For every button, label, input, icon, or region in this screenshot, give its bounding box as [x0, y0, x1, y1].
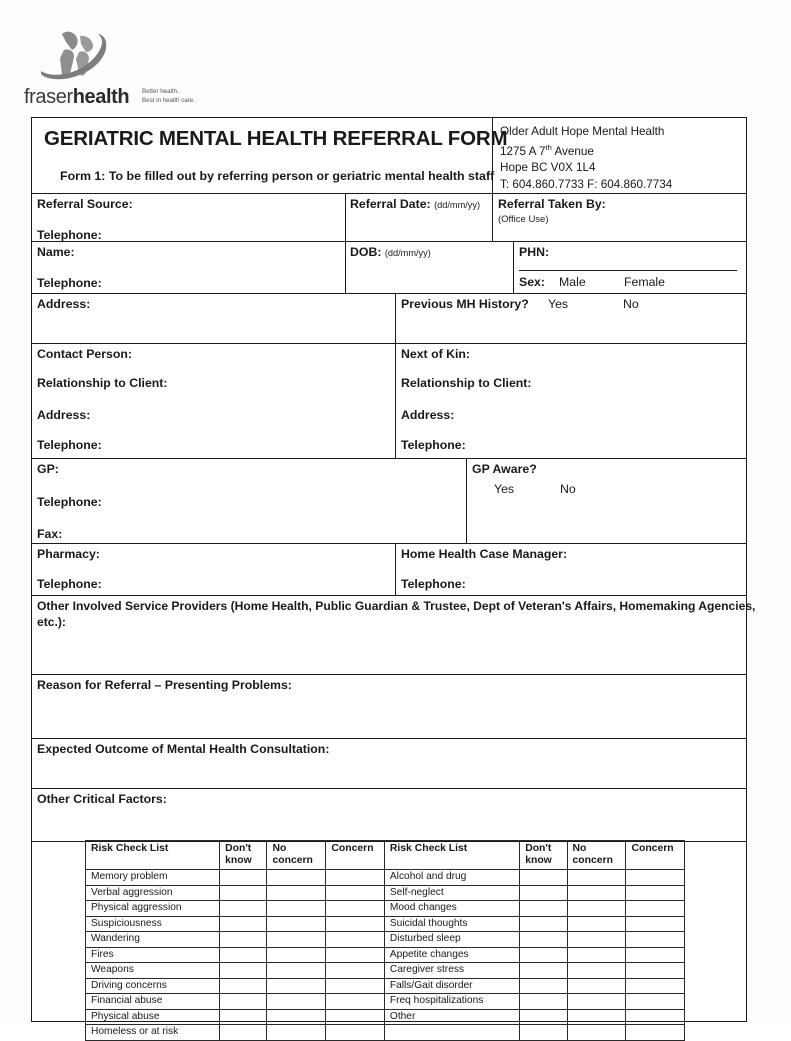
- checkbox-cell-dont-know-right[interactable]: [520, 916, 567, 932]
- risk-item-label-left: Homeless or at risk: [86, 1025, 220, 1041]
- divider-phn: [513, 241, 514, 293]
- divider-row-gp: [32, 543, 746, 544]
- header-concern-left: Concern: [326, 841, 384, 870]
- label-dob: [350, 245, 431, 259]
- clinic-street-pre: 1275 A 7: [500, 144, 546, 158]
- header-dont-know-left: [220, 841, 267, 870]
- label-dob-text: DOB:: [350, 245, 382, 259]
- referral-form: [31, 117, 756, 1038]
- clinic-city: Hope BC V0X 1L4: [500, 161, 596, 174]
- label-referral-source: Referral Source:: [37, 197, 133, 211]
- divider-row-reason: [32, 738, 746, 739]
- checkbox-cell-dont-know-right[interactable]: [520, 932, 567, 948]
- phn-underline: [519, 270, 737, 271]
- header-risk-check-list-right: Risk Check List: [384, 841, 519, 870]
- checkbox-cell-no-concern-right[interactable]: [567, 1025, 626, 1041]
- checkbox-cell-concern-left[interactable]: [326, 870, 384, 886]
- checkbox-cell-no-concern-right[interactable]: [567, 994, 626, 1010]
- risk-item-label-right: Other: [384, 1009, 519, 1025]
- option-gp-aware-no[interactable]: No: [560, 482, 576, 496]
- label-gp-aware: GP Aware?: [472, 462, 537, 476]
- checkbox-cell-dont-know-right[interactable]: [520, 1009, 567, 1025]
- header-no-concern-right-l2: concern: [572, 854, 613, 866]
- checkbox-cell-concern-right[interactable]: [626, 947, 685, 963]
- checkbox-cell-concern-left[interactable]: [326, 947, 384, 963]
- clinic-street-post: Avenue: [551, 144, 594, 158]
- checkbox-cell-no-concern-left[interactable]: [267, 901, 326, 917]
- header-no-concern-right-l1: No: [572, 843, 587, 854]
- checkbox-cell-no-concern-left[interactable]: [267, 1009, 326, 1025]
- risk-item-label-right: Appetite changes: [384, 947, 519, 963]
- label-kin-relationship: Relationship to Client:: [401, 376, 532, 390]
- checkbox-cell-concern-left[interactable]: [326, 963, 384, 979]
- checkbox-cell-concern-left[interactable]: [326, 916, 384, 932]
- risk-item-label-right: [384, 1025, 519, 1041]
- table-row: [86, 1025, 685, 1041]
- divider-contact-kin: [395, 343, 396, 458]
- checkbox-cell-no-concern-right[interactable]: [567, 870, 626, 886]
- table-row: [86, 963, 685, 979]
- risk-item-label-right: Caregiver stress: [384, 963, 519, 979]
- divider-header: [492, 118, 493, 193]
- checkbox-cell-concern-right[interactable]: [626, 1009, 685, 1025]
- divider-row-name: [32, 293, 746, 294]
- checkbox-cell-dont-know-right[interactable]: [520, 963, 567, 979]
- header-no-concern-left-l1: No: [272, 843, 287, 854]
- fraser-health-logo: [24, 28, 324, 114]
- clinic-name: Older Adult Hope Mental Health: [500, 125, 665, 138]
- checkbox-cell-concern-right[interactable]: [626, 978, 685, 994]
- header-no-concern-left: [267, 841, 326, 870]
- checkbox-cell-concern-right[interactable]: [626, 932, 685, 948]
- risk-item-label-left: Suspiciousness: [86, 916, 220, 932]
- risk-item-label-right: Disturbed sleep: [384, 932, 519, 948]
- divider-row-contact: [32, 458, 746, 459]
- divider-row-address: [32, 343, 746, 344]
- label-home-health-case-manager: Home Health Case Manager:: [401, 547, 568, 561]
- header-dont-know-right: [520, 841, 567, 870]
- logo-wordmark: [24, 86, 129, 109]
- header-no-concern-left-l2: concern: [272, 854, 313, 866]
- label-name-telephone: Telephone:: [37, 276, 102, 290]
- table-row: [86, 901, 685, 917]
- logo-tagline-line1: Better health.: [142, 88, 179, 95]
- label-kin-address: Address:: [401, 408, 455, 422]
- checkbox-cell-no-concern-right[interactable]: [567, 947, 626, 963]
- checkbox-cell-no-concern-left[interactable]: [267, 994, 326, 1010]
- checkbox-cell-concern-left[interactable]: [326, 901, 384, 917]
- label-referral-date: [350, 197, 480, 211]
- risk-item-label-right: Mood changes: [384, 901, 519, 917]
- risk-item-label-right: Self-neglect: [384, 885, 519, 901]
- table-row: [86, 994, 685, 1010]
- checkbox-cell-no-concern-right[interactable]: [567, 885, 626, 901]
- checkbox-cell-no-concern-left[interactable]: [267, 916, 326, 932]
- clinic-phone: T: 604.860.7733 F: 604.860.7734: [500, 178, 673, 191]
- checkbox-cell-concern-left[interactable]: [326, 1025, 384, 1041]
- checkbox-cell-no-concern-left[interactable]: [267, 932, 326, 948]
- table-row: [86, 870, 685, 886]
- checkbox-cell-dont-know-left[interactable]: [220, 947, 267, 963]
- divider-row-pharmacy: [32, 595, 746, 596]
- checkbox-cell-no-concern-left[interactable]: [267, 963, 326, 979]
- divider-dob: [345, 241, 346, 293]
- divider-gp-aware: [466, 458, 467, 543]
- label-referral-taken-by: Referral Taken By:: [498, 197, 606, 211]
- checkbox-cell-concern-left[interactable]: [326, 885, 384, 901]
- label-gp: GP:: [37, 462, 59, 476]
- risk-item-label-left: Financial abuse: [86, 994, 220, 1010]
- header-concern-right: Concern: [626, 841, 685, 870]
- header-dont-know-left-l2: know: [225, 854, 252, 866]
- label-sex: Sex:: [519, 275, 545, 289]
- label-next-of-kin: Next of Kin:: [401, 347, 470, 361]
- checkbox-cell-no-concern-left[interactable]: [267, 947, 326, 963]
- checkbox-cell-dont-know-right[interactable]: [520, 1025, 567, 1041]
- label-other-providers-line1: Other Involved Service Providers (Home Health, Public Guardian & Trustee, Dept of Veteran's Affairs, Homemaking Agencies,: [37, 599, 756, 613]
- logo-tagline: [142, 88, 195, 105]
- checkbox-cell-dont-know-right[interactable]: [520, 901, 567, 917]
- divider-mh-history: [395, 293, 396, 343]
- checkbox-cell-no-concern-left[interactable]: [267, 870, 326, 886]
- table-row: [86, 1009, 685, 1025]
- label-referral-date-text: Referral Date:: [350, 197, 431, 211]
- checkbox-cell-no-concern-right[interactable]: [567, 916, 626, 932]
- checkbox-cell-no-concern-right[interactable]: [567, 901, 626, 917]
- checkbox-cell-no-concern-right[interactable]: [567, 963, 626, 979]
- risk-item-label-left: Verbal aggression: [86, 885, 220, 901]
- checkbox-cell-dont-know-left[interactable]: [220, 885, 267, 901]
- checkbox-cell-dont-know-right[interactable]: [520, 947, 567, 963]
- checkbox-cell-dont-know-left[interactable]: [220, 1009, 267, 1025]
- label-office-use: (Office Use): [498, 214, 549, 225]
- risk-item-label-left: Wandering: [86, 932, 220, 948]
- header-dont-know-right-l1: Don't: [525, 843, 552, 854]
- label-referral-date-format: (dd/mm/yy): [434, 200, 481, 210]
- checkbox-cell-concern-left[interactable]: [326, 932, 384, 948]
- risk-item-label-left: Memory problem: [86, 870, 220, 886]
- option-sex-female[interactable]: Female: [624, 275, 666, 289]
- option-sex-male[interactable]: Male: [559, 275, 586, 289]
- label-reason-for-referral: Reason for Referral – Presenting Problems:: [37, 678, 292, 692]
- checkbox-cell-dont-know-right[interactable]: [520, 994, 567, 1010]
- divider-row-other-providers: [32, 674, 746, 675]
- checkbox-cell-dont-know-left[interactable]: [220, 994, 267, 1010]
- checkbox-cell-dont-know-left[interactable]: [220, 870, 267, 886]
- checkbox-cell-dont-know-left[interactable]: [220, 1025, 267, 1041]
- checkbox-cell-concern-right[interactable]: [626, 901, 685, 917]
- divider-pharmacy-hhcm: [395, 543, 396, 595]
- clinic-street: [500, 143, 594, 158]
- checkbox-cell-dont-know-left[interactable]: [220, 932, 267, 948]
- table-row: [86, 932, 685, 948]
- header-dont-know-left-l1: Don't: [225, 843, 252, 854]
- risk-item-label-left: Weapons: [86, 963, 220, 979]
- label-other-providers-line2: etc.):: [37, 615, 66, 629]
- header-no-concern-right: [567, 841, 626, 870]
- risk-item-label-right: Falls/Gait disorder: [384, 978, 519, 994]
- checkbox-cell-dont-know-left[interactable]: [220, 916, 267, 932]
- divider-row-referral-source: [32, 241, 746, 242]
- label-contact-telephone: Telephone:: [37, 438, 102, 452]
- label-gp-telephone: Telephone:: [37, 495, 102, 509]
- checkbox-cell-concern-right[interactable]: [626, 916, 685, 932]
- risk-table-body: [86, 870, 685, 1041]
- label-expected-outcome: Expected Outcome of Mental Health Consultation:: [37, 742, 330, 756]
- checkbox-cell-dont-know-right[interactable]: [520, 978, 567, 994]
- label-gp-fax: Fax:: [37, 527, 63, 541]
- risk-table-header: [86, 841, 685, 870]
- checkbox-cell-concern-left[interactable]: [326, 978, 384, 994]
- table-header-row: [86, 841, 685, 870]
- checkbox-cell-concern-left[interactable]: [326, 994, 384, 1010]
- checkbox-cell-dont-know-left[interactable]: [220, 901, 267, 917]
- checkbox-cell-dont-know-left[interactable]: [220, 978, 267, 994]
- divider-referral-date: [345, 193, 346, 241]
- checkbox-cell-concern-right[interactable]: [626, 1025, 685, 1041]
- checkbox-cell-no-concern-right[interactable]: [567, 978, 626, 994]
- logo-word-fraser: fraser: [24, 86, 73, 108]
- label-contact-address: Address:: [37, 408, 91, 422]
- label-referral-source-telephone: Telephone:: [37, 228, 102, 242]
- risk-item-label-left: Fires: [86, 947, 220, 963]
- label-previous-mh-history: Previous MH History?: [401, 297, 529, 311]
- table-row: [86, 916, 685, 932]
- risk-check-list-table: [85, 840, 685, 1041]
- label-other-critical-factors: Other Critical Factors:: [37, 792, 167, 806]
- label-phn: PHN:: [519, 245, 550, 259]
- checkbox-cell-dont-know-left[interactable]: [220, 963, 267, 979]
- option-gp-aware-yes[interactable]: Yes: [494, 482, 515, 496]
- risk-item-label-right: Alcohol and drug: [384, 870, 519, 886]
- divider-row-header: [32, 193, 746, 194]
- header-dont-know-right-l2: know: [525, 854, 552, 866]
- risk-item-label-right: Freq hospitalizations: [384, 994, 519, 1010]
- risk-item-label-left: Physical abuse: [86, 1009, 220, 1025]
- checkbox-cell-no-concern-left[interactable]: [267, 978, 326, 994]
- logo-word-health: health: [72, 86, 130, 108]
- checkbox-cell-no-concern-right[interactable]: [567, 1009, 626, 1025]
- fraser-health-logo-mark: [36, 28, 118, 84]
- clinic-street-sup: th: [545, 143, 552, 152]
- label-dob-format: (dd/mm/yy): [384, 248, 431, 258]
- label-pharmacy: Pharmacy:: [37, 547, 100, 561]
- label-pharmacy-telephone: Telephone:: [37, 577, 102, 591]
- checkbox-cell-concern-right[interactable]: [626, 994, 685, 1010]
- label-name: Name:: [37, 245, 75, 259]
- table-row: [86, 947, 685, 963]
- checkbox-cell-dont-know-right[interactable]: [520, 885, 567, 901]
- checkbox-cell-no-concern-left[interactable]: [267, 1025, 326, 1041]
- page-title: GERIATRIC MENTAL HEALTH REFERRAL FORM: [44, 127, 508, 150]
- table-row: [86, 885, 685, 901]
- risk-item-label-left: Driving concerns: [86, 978, 220, 994]
- divider-referral-taken-by: [492, 193, 493, 241]
- table-row: [86, 978, 685, 994]
- option-mh-history-no[interactable]: No: [623, 297, 639, 311]
- checkbox-cell-no-concern-right[interactable]: [567, 932, 626, 948]
- label-contact-relationship: Relationship to Client:: [37, 376, 168, 390]
- logo-tagline-line2: Best in health care.: [142, 96, 195, 104]
- header-risk-check-list-left: Risk Check List: [86, 841, 220, 870]
- checkbox-cell-dont-know-right[interactable]: [520, 870, 567, 886]
- label-kin-telephone: Telephone:: [401, 438, 466, 452]
- checkbox-cell-concern-right[interactable]: [626, 963, 685, 979]
- option-mh-history-yes[interactable]: Yes: [548, 297, 569, 311]
- risk-item-label-left: Physical aggression: [86, 901, 220, 917]
- checkbox-cell-concern-left[interactable]: [326, 1009, 384, 1025]
- divider-row-expected-outcome: [32, 788, 746, 789]
- label-address: Address:: [37, 297, 91, 311]
- risk-item-label-right: Suicidal thoughts: [384, 916, 519, 932]
- checkbox-cell-concern-right[interactable]: [626, 870, 685, 886]
- checkbox-cell-no-concern-left[interactable]: [267, 885, 326, 901]
- checkbox-cell-concern-right[interactable]: [626, 885, 685, 901]
- label-home-health-telephone: Telephone:: [401, 577, 466, 591]
- label-contact-person: Contact Person:: [37, 347, 132, 361]
- form-subtitle: Form 1: To be filled out by referring person or geriatric mental health staff: [60, 169, 495, 183]
